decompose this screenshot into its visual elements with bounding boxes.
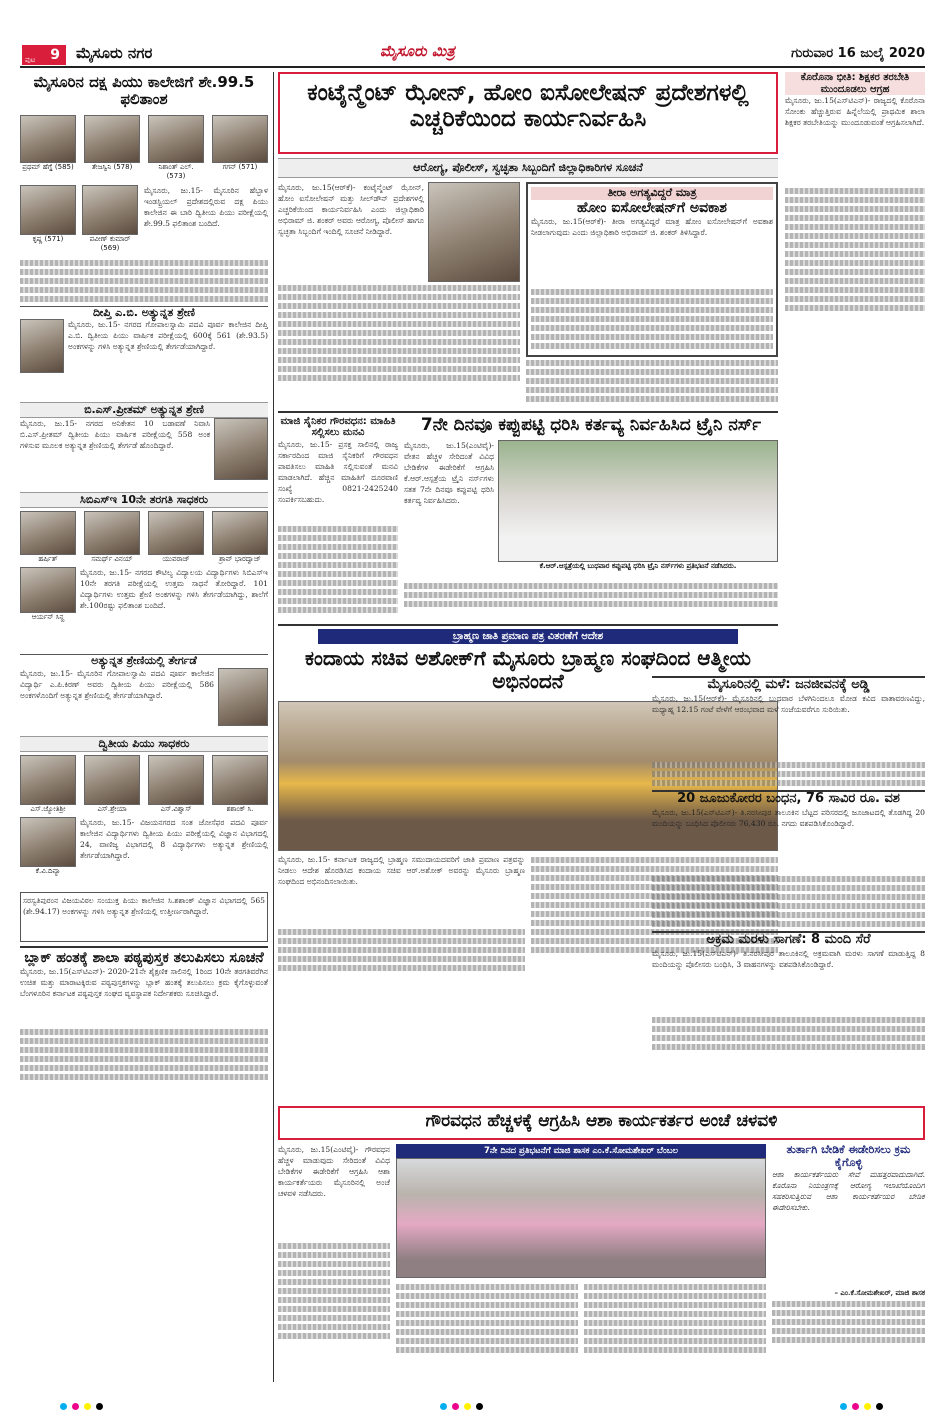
black-dot	[476, 1403, 483, 1410]
student-photo	[212, 511, 268, 555]
article-kicker: ಬ್ರಾಹ್ಮಣ ಜಾತಿ ಪ್ರಮಾಣ ಪತ್ರ ವಿತರಣೆಗೆ ಆದೇಶ	[318, 629, 738, 644]
cyan-dot	[440, 1403, 447, 1410]
student-photo	[20, 319, 64, 373]
brahmin-text-col	[278, 854, 525, 974]
quote-body: ಆಶಾ ಕಾರ್ಯಕರ್ತೆಯರು ಸೇವೆ ಮಹತ್ತರವಾದುದಾಗಿದೆ. ಕೊರೊನಾ ನಿಯಂತ್ರಣಕ್ಕೆ ಆರೋಗ್ಯ ಇಲಾಖೆಯೊಂದಿಗೆ ಸಹಕರಿಸುತ್ತಿರುವ ಆಶಾ ಕಾರ್ಯಕರ್ತೆಯರ ಬೇಡಿಕೆ ಈಡೇರಿಸಬೇಕು.	[772, 1170, 925, 1213]
article-body: ಮೈಸೂರು, ಜು.15(ಆರ್‌ಕೆ)- ಕಂಟೈನ್ಮೆಂಟ್ ಝೋನ್, ಹೋಂ ಐಸೋಲೇಷನ್ ಮತ್ತು ಸೀಲ್‌ಡೌನ್ ಪ್ರದೇಶಗಳಲ್ಲಿ ಎಚ್ಚರಿಕೆಯಿಂದ ಕಾರ್ಯನಿರ್ವಹಿಸಿ ಎಂದು ಜಿಲ್ಲಾಧಿಕಾರಿ ಅಭಿರಾಮ್ ಜಿ. ಶಂಕರ್ ಅವರು ಆರೋಗ್ಯ, ಪೊಲೀಸ್ ಹಾಗೂ ಸ್ವಚ್ಛತಾ ಸಿಬ್ಬಂದಿಗೆ ಇಂದಿಲ್ಲಿ ಸೂಚನೆ ನೀಡಿದ್ದಾರೆ.	[278, 183, 424, 236]
student-photo	[148, 755, 204, 805]
inset-box	[526, 182, 778, 357]
article-block	[20, 817, 268, 889]
article-headline: ತುರ್ತಾಗಿ ಬೇಡಿಕೆ ಈಡೇರಿಸಲು ಕ್ರಮ ಕೈಗೊಳ್ಳಿ	[786, 1143, 911, 1169]
nurse-protest-photo	[498, 440, 778, 562]
student-card	[84, 115, 140, 181]
photo-row-5	[20, 755, 268, 814]
inset-kicker: ತೀರಾ ಅಗತ್ಯವಿದ್ದರೆ ಮಾತ್ರ	[531, 187, 773, 200]
student-caption: ಕೆ.ವಿ.ದಿವ್ಯಾ	[35, 866, 61, 875]
article-body: ಮೈಸೂರು, ಜು.15(ಆರ್‌ಕೆ)- ತೀರಾ ಅಗತ್ಯವಿದ್ದರೆ ಮಾತ್ರ ಹೋಂ ಐಸೋಲೇಷನ್‌ಗೆ ಅವಕಾಶ ನೀಡಲಾಗುವುದು ಎಂದು ಜಿಲ್ಲಾಧಿಕಾರಿ ಅಭಿರಾಮ್ ಜಿ. ಶಂಕರ್ ತಿಳಿಸಿದ್ದಾರೆ.	[531, 216, 773, 237]
second-row	[278, 411, 778, 616]
student-card	[212, 755, 268, 814]
article-body: ಮೈಸೂರು, ಜು.15- ಪ್ರಸಕ್ತ ಸಾಲಿನಲ್ಲಿ ರಾಜ್ಯ ಸರ್ಕಾರದಿಂದ ಮಾಜಿ ಸೈನಿಕರಿಗೆ ಗೌರವಧನ ಪಾವತಿಸಲು ಮಾಹಿತಿ ಸಲ್ಲಿಸುವಂತೆ ಮನವಿ ಮಾಡಲಾಗಿದೆ. ಹೆಚ್ಚಿನ ಮಾಹಿತಿಗೆ ದೂರವಾಣಿ ಸಂಖ್ಯೆ 0821-2425240 ಸಂಪರ್ಕಿಸಬಹುದು.	[278, 439, 398, 504]
student-photo	[20, 185, 76, 235]
article-headline: ಮೈಸೂರಿನಲ್ಲಿ ಮಳೆ: ಜನಜೀವನಕ್ಕೆ ಅಡ್ಡಿ	[652, 676, 925, 693]
cyan-dot	[60, 1403, 67, 1410]
student-photo	[84, 115, 140, 163]
article-body: ಮೈಸೂರು, ಜು.15(ಎಸ್‌ಟಿಎನ್)- ರಾಜ್ಯದಲ್ಲಿ ಕೊರೊನಾ ಸೋಂಕು ಹೆಚ್ಚುತ್ತಿರುವ ಹಿನ್ನೆಲೆಯಲ್ಲಿ ಪ್ರಾಥಮಿಕ ಶಾಲಾ ಶಿಕ್ಷಕರ ತರಬೇತಿಯನ್ನು ಮುಂದೂಡುವಂತೆ ಆಗ್ರಹಿಸಲಾಗಿದೆ.	[785, 96, 925, 127]
student-photo	[212, 755, 268, 805]
student-caption: ಪ್ರಥಮ್ ಹೆಗ್ಡೆ (585)	[22, 162, 74, 171]
article-body: ಮೈಸೂರು, ಜು.15- ಮೈಸೂರಿನ ಹೆಬ್ಬಾಳ ಇಂಡಸ್ಟ್ರಿಯಲ್ ಪ್ರದೇಶದಲ್ಲಿರುವ ದಕ್ಷ ಪಿಯು ಕಾಲೇಜಿನ ಈ ಬಾರಿ ದ್ವಿತೀಯ ಪಿಯು ಪರೀಕ್ಷೆಯಲ್ಲಿ ಶೇ.99.5 ಫಲಿತಾಂಶ ಬಂದಿದೆ.	[144, 185, 268, 228]
photo-row-1	[20, 115, 268, 181]
article-body: ಮೈಸೂರು, ಜು.15(ಎಂಟಿವೈ)- ಗೌರವಧನ ಹೆಚ್ಚಳ ಮಾಡುವುದು ಸೇರಿದಂತೆ ವಿವಿಧ ಬೇಡಿಕೆಗಳ ಈಡೇರಿಕೆಗೆ ಆಗ್ರಹಿಸಿ ಆಶಾ ಕಾರ್ಯಕರ್ತೆಯರು ಮೈಸೂರಿನಲ್ಲಿ ಅಂಚೆ ಚಳವಳಿ ನಡೆಸಿದರು.	[278, 1145, 390, 1198]
student-caption: ಎಸ್.ವಿಶ್ವಾಸ್	[160, 804, 192, 813]
student-card	[20, 185, 76, 257]
quote-attribution: – ಎಂ.ಕೆ.ಸೋಮಶೇಖರ್, ಮಾಜಿ ಶಾಸಕ	[834, 1288, 925, 1298]
article-body: ಮೈಸೂರು, ಜು.15(ಎಂಟಿವೈ)- ವೇತನ ಹೆಚ್ಚಳ ಸೇರಿದಂತೆ ವಿವಿಧ ಬೇಡಿಕೆಗಳ ಈಡೇರಿಕೆಗೆ ಆಗ್ರಹಿಸಿ ಕೆ.ಆರ್.ಆಸ್ಪತ್ರೆಯ ಟ್ರೈನಿ ನರ್ಸ್‌ಗಳು ಸತತ 7ನೇ ದಿನವೂ ಕಪ್ಪುಪಟ್ಟಿ ಧರಿಸಿ ಕರ್ತವ್ಯ ನಿರ್ವಹಿಸಿದರು.	[404, 440, 494, 505]
article-headline: ಸಿಬಿಎಸ್‌ಇ 10ನೇ ತರಗತಿ ಸಾಧಕರು	[20, 492, 268, 508]
article-headline: ಅಕ್ರಮ ಮರಳು ಸಾಗಣೆ: 8 ಮಂದಿ ಸೆರೆ	[652, 931, 925, 948]
nurse-body	[404, 440, 778, 580]
article-block	[20, 418, 268, 486]
main-headline: ಕಂಟೈನ್ಮೆಂಟ್ ಝೋನ್, ಹೋಂ ಐಸೋಲೇಷನ್ ಪ್ರದೇಶಗಳಲ್ಲಿ ಎಚ್ಚರಿಕೆಯಿಂದ ಕಾರ್ಯನಿರ್ವಹಿಸಿ	[278, 72, 778, 154]
masthead: ಮೈಸೂರು ಮಿತ್ರ	[380, 42, 455, 60]
article-headline: ಕಂದಾಯ ಸಚಿವ ಅಶೋಕ್‌ಗೆ ಮೈಸೂರು ಬ್ರಾಹ್ಮಣ ಸಂಘದಿಂದ ಆತ್ಮೀಯ ಅಭಿನಂದನೆ	[305, 646, 751, 693]
student-caption: ಎಸ್.ಜ್ಯೋತಿಶ್ರೀ	[30, 804, 66, 813]
student-photo	[82, 185, 138, 235]
lead-story-body	[278, 182, 520, 282]
main-subhead: ಆರೋಗ್ಯ, ಪೊಲೀಸ್, ಸ್ವಚ್ಛತಾ ಸಿಬ್ಬಂದಿಗೆ ಜಿಲ್ಲಾಧಿಕಾರಿಗಳ ಸೂಚನೆ	[278, 158, 778, 178]
asha-body	[278, 1144, 925, 1356]
student-caption: ಪವೀಣ್ ಕುಮಾರ್ (569)	[89, 234, 131, 252]
article-headline: ಗೌರವಧನ ಹೆಚ್ಚಳಕ್ಕೆ ಆಗ್ರಹಿಸಿ ಆಶಾ ಕಾರ್ಯಕರ್ತರ ಅಂಚೆ ಚಳವಳಿ	[278, 1106, 925, 1140]
student-caption: ಸಮರ್ಥ್ ವಿನಯ್	[91, 555, 133, 564]
right-column	[785, 72, 925, 314]
asha-more-text	[396, 1281, 766, 1356]
article-headline: ದ್ವಿತೀಯ ಪಿಯು ಸಾಧಕರು	[20, 736, 268, 752]
inset-headline: ಹೋಂ ಐಸೋಲೇಷನ್‌ಗೆ ಅವಕಾಶ	[577, 199, 727, 216]
student-caption: ಯುವರಾಜ್	[162, 555, 190, 564]
page-label: ಪುಟ	[25, 56, 36, 64]
student-caption: ಹರ್ಷಿತ್	[38, 555, 58, 564]
asha-text-col	[278, 1144, 390, 1356]
article-headline: ಬಿ.ಎಸ್.ಪ್ರೀತಮ್ ಅತ್ಯುನ್ನತ ಶ್ರೇಣಿ	[20, 402, 268, 418]
registration-dots	[0, 1398, 945, 1410]
column-rule	[273, 72, 274, 1382]
student-card	[20, 115, 76, 181]
student-card	[148, 511, 204, 564]
lead-headline: ಮೈಸೂರಿನ ದಕ್ಷ ಪಿಯು ಕಾಲೇಜಿಗೆ ಶೇ.99.5 ಫಲಿತಾಂಶ	[33, 73, 255, 109]
article-body: ಮೈಸೂರು, ಜು.15- ವಿಜಯನಗರದ ಸಂತ ಜೋಸೆಫರ ಪದವಿ ಪೂರ್ವ ಕಾಲೇಜಿನ ವಿದ್ಯಾರ್ಥಿಗಳು ದ್ವಿತೀಯ ಪಿಯು ಪರೀಕ್ಷೆಯಲ್ಲಿ ವಿಜ್ಞಾನ ವಿಭಾಗದಲ್ಲಿ 24, ವಾಣಿಜ್ಯ ವಿಭಾಗದಲ್ಲಿ 8 ವಿದ್ಯಾರ್ಥಿಗಳು ಅತ್ಯುನ್ನತ ಶ್ರೇಣಿಯಲ್ಲಿ ತೇರ್ಗಡೆಯಾಗಿದ್ದಾರೆ.	[80, 817, 268, 860]
article-body: ಮೈಸೂರು, ಜು.15- ಮೈಸೂರಿನ ಗೋಪಾಲಸ್ವಾಮಿ ಪದವಿ ಪೂರ್ವ ಕಾಲೇಜಿನ ವಿದ್ಯಾರ್ಥಿ ಎ.ಪಿ.ಕಿರಣ್ ಅವರು ದ್ವಿತೀಯ ಪಿಯು ಪರೀಕ್ಷೆಯಲ್ಲಿ 586 ಅಂಕಗಳೊಂದಿಗೆ ಅತ್ಯುನ್ನತ ಶ್ರೇಣಿಯಲ್ಲಿ ತೇರ್ಗಡೆಯಾಗಿದ್ದಾರೆ.	[20, 668, 214, 700]
honor-story	[278, 416, 398, 616]
left-column	[20, 72, 268, 1083]
student-caption: ಎಸ್.ಶ್ರೇಯಾ	[97, 804, 127, 813]
yellow-dot	[464, 1403, 471, 1410]
student-photo	[148, 511, 204, 555]
page-number-badge	[22, 45, 66, 65]
article-headline: ಕೊರೊನಾ ಭೀತಿ: ಶಿಕ್ಷಕರ ತರಬೇತಿ ಮುಂದೂಡಲು ಆಗ್ರಹ	[785, 72, 925, 95]
cyan-dot	[840, 1403, 847, 1410]
article-body: ಮೈಸೂರು, ಜು.15(ಎಸ್‌ಟಿಎನ್)- ತಿ.ನರಸೀಪುರ ತಾಲೂಕಿನಲ್ಲಿ ಅಕ್ರಮವಾಗಿ ಮರಳು ಸಾಗಣೆ ಮಾಡುತ್ತಿದ್ದ 8 ಮಂದಿಯನ್ನು ಪೊಲೀಸರು ಬಂಧಿಸಿ, 3 ವಾಹನಗಳನ್ನು ವಶಪಡಿಸಿಕೊಂಡಿದ್ದಾರೆ.	[652, 948, 925, 969]
asha-text-subcol	[584, 1281, 766, 1356]
article-body: ಮೈಸೂರು, ಜು.15(ಎಸ್‌ಟಿಎನ್)- ತಿ.ನರಸೀಪುರ ತಾಲೂಕಿನ ಬೆಟ್ಟದ ಪರಿಸರದಲ್ಲಿ ಜೂಜಾಟದಲ್ಲಿ ತೊಡಗಿದ್ದ 20 ಮಂದಿಯನ್ನು ಬಂಧಿಸಿದ ಪೊಲೀಸರು 76,430 ರೂ. ನಗದು ವಶಪಡಿಸಿಕೊಂಡಿದ್ದಾರೆ.	[652, 807, 925, 828]
nurse-story	[404, 416, 778, 616]
boxed-note: ಸರಸ್ವತಿಪುರಂನ ವಿಜಯವಿಠಲ ಸಂಯುಕ್ತ ಪಿಯು ಕಾಲೇಜಿನ ಸಿ.ಶಶಾಂಕ್ ವಿಜ್ಞಾನ ವಿಭಾಗದಲ್ಲಿ 565 (ಶೇ.94.17) ಅಂಕಗಳನ್ನು ಗಳಿಸಿ ಅತ್ಯುನ್ನತ ಶ್ರೇಣಿಯಲ್ಲಿ ಉತ್ತೀರ್ಣರಾಗಿದ್ದಾರೆ.	[20, 892, 268, 942]
article-block	[20, 567, 268, 651]
magenta-dot	[852, 1403, 859, 1410]
student-photo	[20, 511, 76, 555]
student-card	[212, 115, 268, 181]
officer-photo	[428, 182, 520, 282]
asha-photo-col	[396, 1144, 766, 1356]
article-block	[20, 319, 268, 399]
yellow-dot	[864, 1403, 871, 1410]
student-photo	[20, 755, 76, 805]
lead-story	[278, 182, 778, 405]
asha-story	[278, 1106, 925, 1356]
student-card	[84, 755, 140, 814]
student-photo	[20, 115, 76, 163]
student-card	[20, 511, 76, 564]
article-headline: ದೀಪ್ತಿ ಎ.ಬಿ. ಅತ್ಯುನ್ನತ ಶ್ರೇಣಿ	[20, 306, 268, 320]
student-photo	[148, 115, 204, 163]
student-card	[20, 817, 76, 889]
page-header	[20, 40, 925, 68]
asha-protest-photo	[396, 1158, 766, 1278]
article-headline: ಬ್ಲಾಕ್ ಹಂತಕ್ಕೆ ಶಾಲಾ ಪಠ್ಯಪುಸ್ತಕ ತಲುಪಿಸಲು ಸೂಚನೆ	[20, 946, 268, 966]
student-caption: ತೇಜಸ್ವಿನಿ (578)	[91, 162, 133, 171]
student-card	[148, 755, 204, 814]
student-caption: ಕೃಷ್ಣ (571)	[32, 234, 64, 243]
student-caption: ಗಗನ್ (571)	[222, 162, 258, 171]
black-dot	[876, 1403, 883, 1410]
article-block	[20, 668, 268, 732]
student-caption: ಶಶಾಂಕ್ ಸಿ.	[226, 804, 254, 813]
student-card	[20, 567, 76, 651]
page-number: 9	[50, 47, 60, 63]
student-photo	[214, 418, 268, 480]
magenta-dot	[452, 1403, 459, 1410]
inset-story	[526, 182, 778, 405]
article-headline: 20 ಜೂಜುಕೋರರ ಬಂಧನ, 76 ಸಾವಿರ ರೂ. ವಶ	[652, 790, 925, 807]
photo-caption: 7ನೇ ದಿನದ ಪ್ರತಿಭಟನೆಗೆ ಮಾಜಿ ಶಾಸಕ ಎಂ.ಕೆ.ಸೋಮಶೇಖರ್ ಬೆಂಬಲ	[396, 1144, 766, 1158]
article-headline: 7ನೇ ದಿನವೂ ಕಪ್ಪುಪಟ್ಟಿ ಧರಿಸಿ ಕರ್ತವ್ಯ ನಿರ್ವಹಿಸಿದ ಟ್ರೈನಿ ನರ್ಸ್	[420, 415, 762, 435]
student-photo	[218, 668, 268, 726]
magenta-dot	[72, 1403, 79, 1410]
student-caption: ಆರ್ಯನ್ ಸಿನ್ಹ	[31, 613, 65, 622]
student-photo	[20, 567, 76, 613]
article-body: ಮೈಸೂರು, ಜು.15- ನಗರದ ಗೋಪಾಲಸ್ವಾಮಿ ಪದವಿ ಪೂರ್ವ ಕಾಲೇಜಿನ ದೀಪ್ತಿ ಎ.ಬಿ. ದ್ವಿತೀಯ ಪಿಯು ವಾರ್ಷಿಕ ಪರೀಕ್ಷೆಯಲ್ಲಿ 600ಕ್ಕೆ 561 (ಶೇ.93.5) ಅಂಕಗಳನ್ನು ಗಳಿಸಿ ಅತ್ಯುನ್ನತ ಶ್ರೇಣಿಯಲ್ಲಿ ತೇರ್ಗಡೆಯಾಗಿದ್ದಾರೆ.	[68, 320, 268, 352]
student-photo	[212, 115, 268, 163]
student-card	[148, 115, 204, 181]
article-body: ಮೈಸೂರು, ಜು.15- ನಗರದ ಅನಿಕೇತನ 10 ಬಡಾವಣೆ ನಿವಾಸಿ ಬಿ.ಎಸ್.ಪ್ರೀತಮ್ ದ್ವಿತೀಯ ಪಿಯು ವಾರ್ಷಿಕ ಪರೀಕ್ಷೆಯಲ್ಲಿ 558 ಅಂಕ ಗಳಿಸುವ ಮೂಲಕ ಅತ್ಯುನ್ನತ ಶ್ರೇಣಿಯಲ್ಲಿ ತೇರ್ಗಡೆ ಹೊಂದಿದ್ದಾರೆ.	[20, 419, 210, 451]
right-lower-stack	[652, 676, 925, 1053]
photo-caption: ಕೆ.ಆರ್.ಆಸ್ಪತ್ರೆಯಲ್ಲಿ ಬುಧವಾರ ಕಪ್ಪುಪಟ್ಟಿ ಧರಿಸಿ ಟ್ರೈನಿ ನರ್ಸ್‌ಗಳು ಪ್ರತಿಭಟನೆ ನಡೆಸಿದರು.	[539, 561, 737, 570]
yellow-dot	[84, 1403, 91, 1410]
student-photo	[84, 755, 140, 805]
nurse-photo-block	[498, 440, 778, 580]
article-body: ಮೈಸೂರು, ಜು.15- ಕರ್ನಾಟಕ ರಾಜ್ಯದಲ್ಲಿ ಬ್ರಾಹ್ಮಣ ಸಮುದಾಯದವರಿಗೆ ಜಾತಿ ಪ್ರಮಾಣ ಪತ್ರವನ್ನು ನೀಡಲು ಆದೇಶ ಹೊರಡಿಸಿದ ಕಂದಾಯ ಸಚಿವ ಆರ್.ಅಶೋಕ್ ಅವರನ್ನು ಮೈಸೂರು ಬ್ರಾಹ್ಮಣ ಸಂಘದಿಂದ ಅಭಿನಂದಿಸಲಾಯಿತು.	[278, 854, 525, 886]
article-body: ಮೈಸೂರು, ಜು.15(ಆರ್‌ಕೆ)- ಮೈಸೂರಿನಲ್ಲಿ ಬುಧವಾರ ಬೆಳಗಿನಿಂದಲೂ ಮೋಡ ಕವಿದ ವಾತಾವರಣವಿದ್ದು, ಮಧ್ಯಾಹ್ನ 12.15 ಗಂಟೆ ವೇಳೆಗೆ ಆರಂಭವಾದ ಮಳೆ ಸಂಜೆಯವರೆಗೂ ಸುರಿಯಿತು.	[652, 693, 925, 714]
student-photo	[20, 817, 76, 867]
student-caption: ನಿಶಾಂತ್ ಎಲ್. (573)	[158, 162, 194, 180]
article-body: ಮೈಸೂರು, ಜು.15- ನಗರದ ಕೌಟಿಲ್ಯ ವಿದ್ಯಾಲಯ ವಿದ್ಯಾರ್ಥಿಗಳು ಸಿಬಿಎಸ್‌ಇ 10ನೇ ತರಗತಿ ಪರೀಕ್ಷೆಯಲ್ಲಿ ಉತ್ತಮ ಸಾಧನೆ ತೋರಿದ್ದಾರೆ. 101 ವಿದ್ಯಾರ್ಥಿಗಳು ಉತ್ತಮ ಶ್ರೇಣಿ ಅಂಕಗಳನ್ನು ಗಳಿಸಿ ತೇರ್ಗಡೆಯಾಗಿದ್ದು, ಶಾಲೆಗೆ ಶೇ.100ರಷ್ಟು ಫಲಿತಾಂಶ ಬಂದಿದೆ.	[80, 568, 268, 611]
student-card	[84, 511, 140, 564]
student-card	[212, 511, 268, 564]
student-card	[82, 185, 138, 257]
black-dot	[96, 1403, 103, 1410]
lead-story-left	[278, 182, 520, 405]
newspaper-page	[20, 40, 925, 1390]
student-card	[20, 755, 76, 814]
article-headline: ಅತ್ಯುನ್ನತ ಶ್ರೇಣಿಯಲ್ಲಿ ತೇರ್ಗಡೆ	[20, 654, 268, 668]
student-photo	[84, 511, 140, 555]
article-body: ಮೈಸೂರು, ಜು.15(ಎಸ್‌ಟಿಎನ್)- 2020-21ನೇ ಶೈಕ್ಷಣಿಕ ಸಾಲಿನಲ್ಲಿ 1ರಿಂದ 10ನೇ ತರಗತಿವರೆಗಿನ ಉಚಿತ ಮತ್ತು ಮಾರಾಟಕ್ಕಿರುವ ಪಠ್ಯಪುಸ್ತಕಗಳನ್ನು ಬ್ಲಾಕ್ ಹಂತಕ್ಕೆ ತಲುಪಿಸಲು ಕ್ರಮ ಕೈಗೊಳ್ಳುವಂತೆ ಬೆಂಗಳೂರಿನ ಕರ್ನಾಟಕ ಪಠ್ಯಪುಸ್ತಕ ಸಂಘದ ವ್ಯವಸ್ಥಾಪಕ ನಿರ್ದೇಶಕರು ಸೂಚಿಸಿದ್ದಾರೆ.	[20, 966, 268, 998]
demand-sidebar	[772, 1144, 925, 1356]
issue-date: ಗುರುವಾರ 16 ಜುಲೈ 2020	[791, 46, 925, 61]
asha-text-subcol	[396, 1281, 578, 1356]
section-title: ಮೈಸೂರು ನಗರ	[76, 44, 153, 62]
photo-row-2	[20, 185, 268, 257]
photo-row-3	[20, 511, 268, 564]
student-caption: ಶ್ರಾವ್ ಭಾರದ್ವಾಜ್	[219, 555, 261, 564]
article-headline: ಮಾಜಿ ಸೈನಿಕರ ಗೌರವಧನ: ಮಾಹಿತಿ ಸಲ್ಲಿಸಲು ಮನವಿ	[280, 415, 396, 439]
